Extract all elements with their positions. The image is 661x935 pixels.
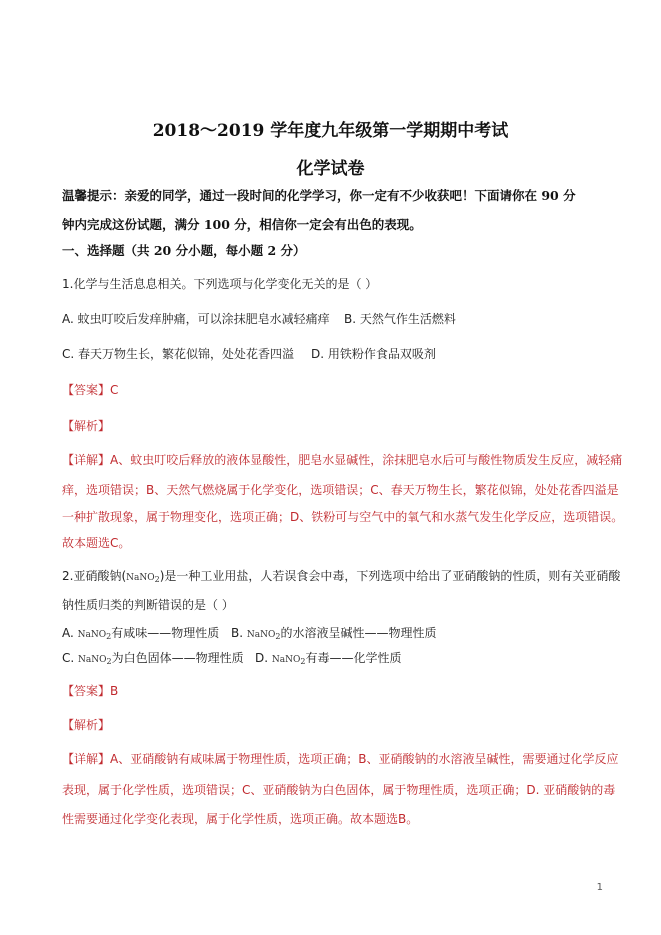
page-title: 2018～2019 学年度九年级第一学期期中考试 bbox=[152, 121, 509, 141]
q1-option-d: D. 用铁粉作食品双吸剂 bbox=[311, 347, 436, 361]
q2-stem-line-2: 钠性质归类的判断错误的是（ ） bbox=[62, 598, 234, 612]
q2-stem-post: )是一种工业用盐，人若误食会中毒，下列选项中给出了亚硝酸钠的性质，则有关亚硝酸 bbox=[159, 569, 621, 583]
formula bbox=[78, 630, 112, 640]
formula-sub: 2 bbox=[275, 632, 281, 641]
option-text: 有咸味——物理性质 bbox=[111, 626, 220, 640]
formula bbox=[272, 655, 306, 665]
q2-analysis-label: 【解析】 bbox=[62, 718, 111, 732]
q2-stem-line-1 bbox=[62, 568, 620, 588]
q1-explain-line: 故本题选C。 bbox=[62, 536, 131, 550]
formula-main: NaNO bbox=[126, 573, 155, 583]
page-subtitle: 化学试卷 bbox=[296, 159, 365, 179]
q2-option-b bbox=[231, 625, 436, 645]
formula-sub: 2 bbox=[106, 657, 112, 666]
q2-option-c bbox=[62, 650, 244, 670]
q2-option-a bbox=[62, 625, 219, 645]
q1-explain-line: 一种扩散现象，属于物理变化，选项正确；D、铁粉可与空气中的氧气和水蒸气发生化学反应，选项错误。 bbox=[62, 510, 624, 524]
formula-main: NaNO bbox=[271, 655, 301, 665]
q2-explain-line: 性需要通过化学变化表现，属于化学性质，选项正确。故本题选B。 bbox=[62, 812, 419, 826]
page-number: 1 bbox=[596, 882, 603, 893]
q1-option-a: A. 蚊虫叮咬后发痒肿痛，可以涂抹肥皂水减轻痛痒 bbox=[62, 312, 330, 326]
tip-line-2: 钟内完成这份试题，满分 100 分，相信你一定会有出色的表现。 bbox=[62, 217, 422, 232]
option-letter: D. bbox=[255, 651, 272, 665]
q1-explain-line: 痒，选项错误；B、天然气燃烧属于化学变化，选项错误；C、春天万物生长，繁花似锦，处处花香四溢是 bbox=[62, 483, 619, 497]
q1-explain-line: 【详解】A、蚊虫叮咬后释放的液体显酸性，肥皂水显碱性，涂抹肥皂水后可与酸性物质发生反应，减轻痛 bbox=[62, 453, 623, 467]
option-letter: B. bbox=[231, 626, 247, 640]
q2-explain-line: 【详解】A、亚硝酸钠有咸味属于物理性质，选项正确；B、亚硝酸钠的水溶液呈碱性，需要通过化学反应 bbox=[62, 752, 619, 766]
option-text: 为白色固体——物理性质 bbox=[111, 651, 244, 665]
formula-sub: 2 bbox=[106, 632, 112, 641]
q2-option-d bbox=[255, 650, 401, 670]
q1-answer: 【答案】C bbox=[62, 383, 119, 397]
q1-analysis-label: 【解析】 bbox=[62, 419, 111, 433]
q1-option-b: B. 天然气作生活燃料 bbox=[344, 312, 456, 326]
tip-line-1: 温馨提示：亲爱的同学，通过一段时间的化学学习，你一定有不少收获吧！下面请你在 90 分 bbox=[62, 188, 576, 203]
formula bbox=[78, 655, 112, 665]
q2-answer: 【答案】B bbox=[62, 684, 119, 698]
formula-sub: 2 bbox=[154, 575, 160, 584]
option-letter: A. bbox=[62, 626, 78, 640]
formula-main: NaNO bbox=[246, 630, 276, 640]
formula-main: NaNO bbox=[78, 655, 107, 665]
q2-formula bbox=[126, 573, 160, 583]
option-text: 的水溶液呈碱性——物理性质 bbox=[280, 626, 437, 640]
q1-option-c: C. 春天万物生长，繁花似锦，处处花香四溢 bbox=[62, 347, 295, 361]
q2-explain-line: 表现，属于化学性质，选项错误；C、亚硝酸钠为白色固体，属于物理性质，选项正确；D. 亚硝酸钠的毒 bbox=[62, 783, 616, 797]
option-text: 有毒——化学性质 bbox=[305, 651, 402, 665]
option-letter: C. bbox=[62, 651, 79, 665]
formula-main: NaNO bbox=[77, 630, 107, 640]
q1-stem: 1.化学与生活息息相关。下列选项与化学变化无关的是（ ） bbox=[62, 277, 378, 291]
formula bbox=[247, 630, 281, 640]
formula-sub: 2 bbox=[300, 657, 306, 666]
q2-stem-pre: 2.亚硝酸钠( bbox=[62, 569, 127, 583]
section-heading: 一、选择题（共 20 分小题，每小题 2 分） bbox=[62, 243, 306, 258]
